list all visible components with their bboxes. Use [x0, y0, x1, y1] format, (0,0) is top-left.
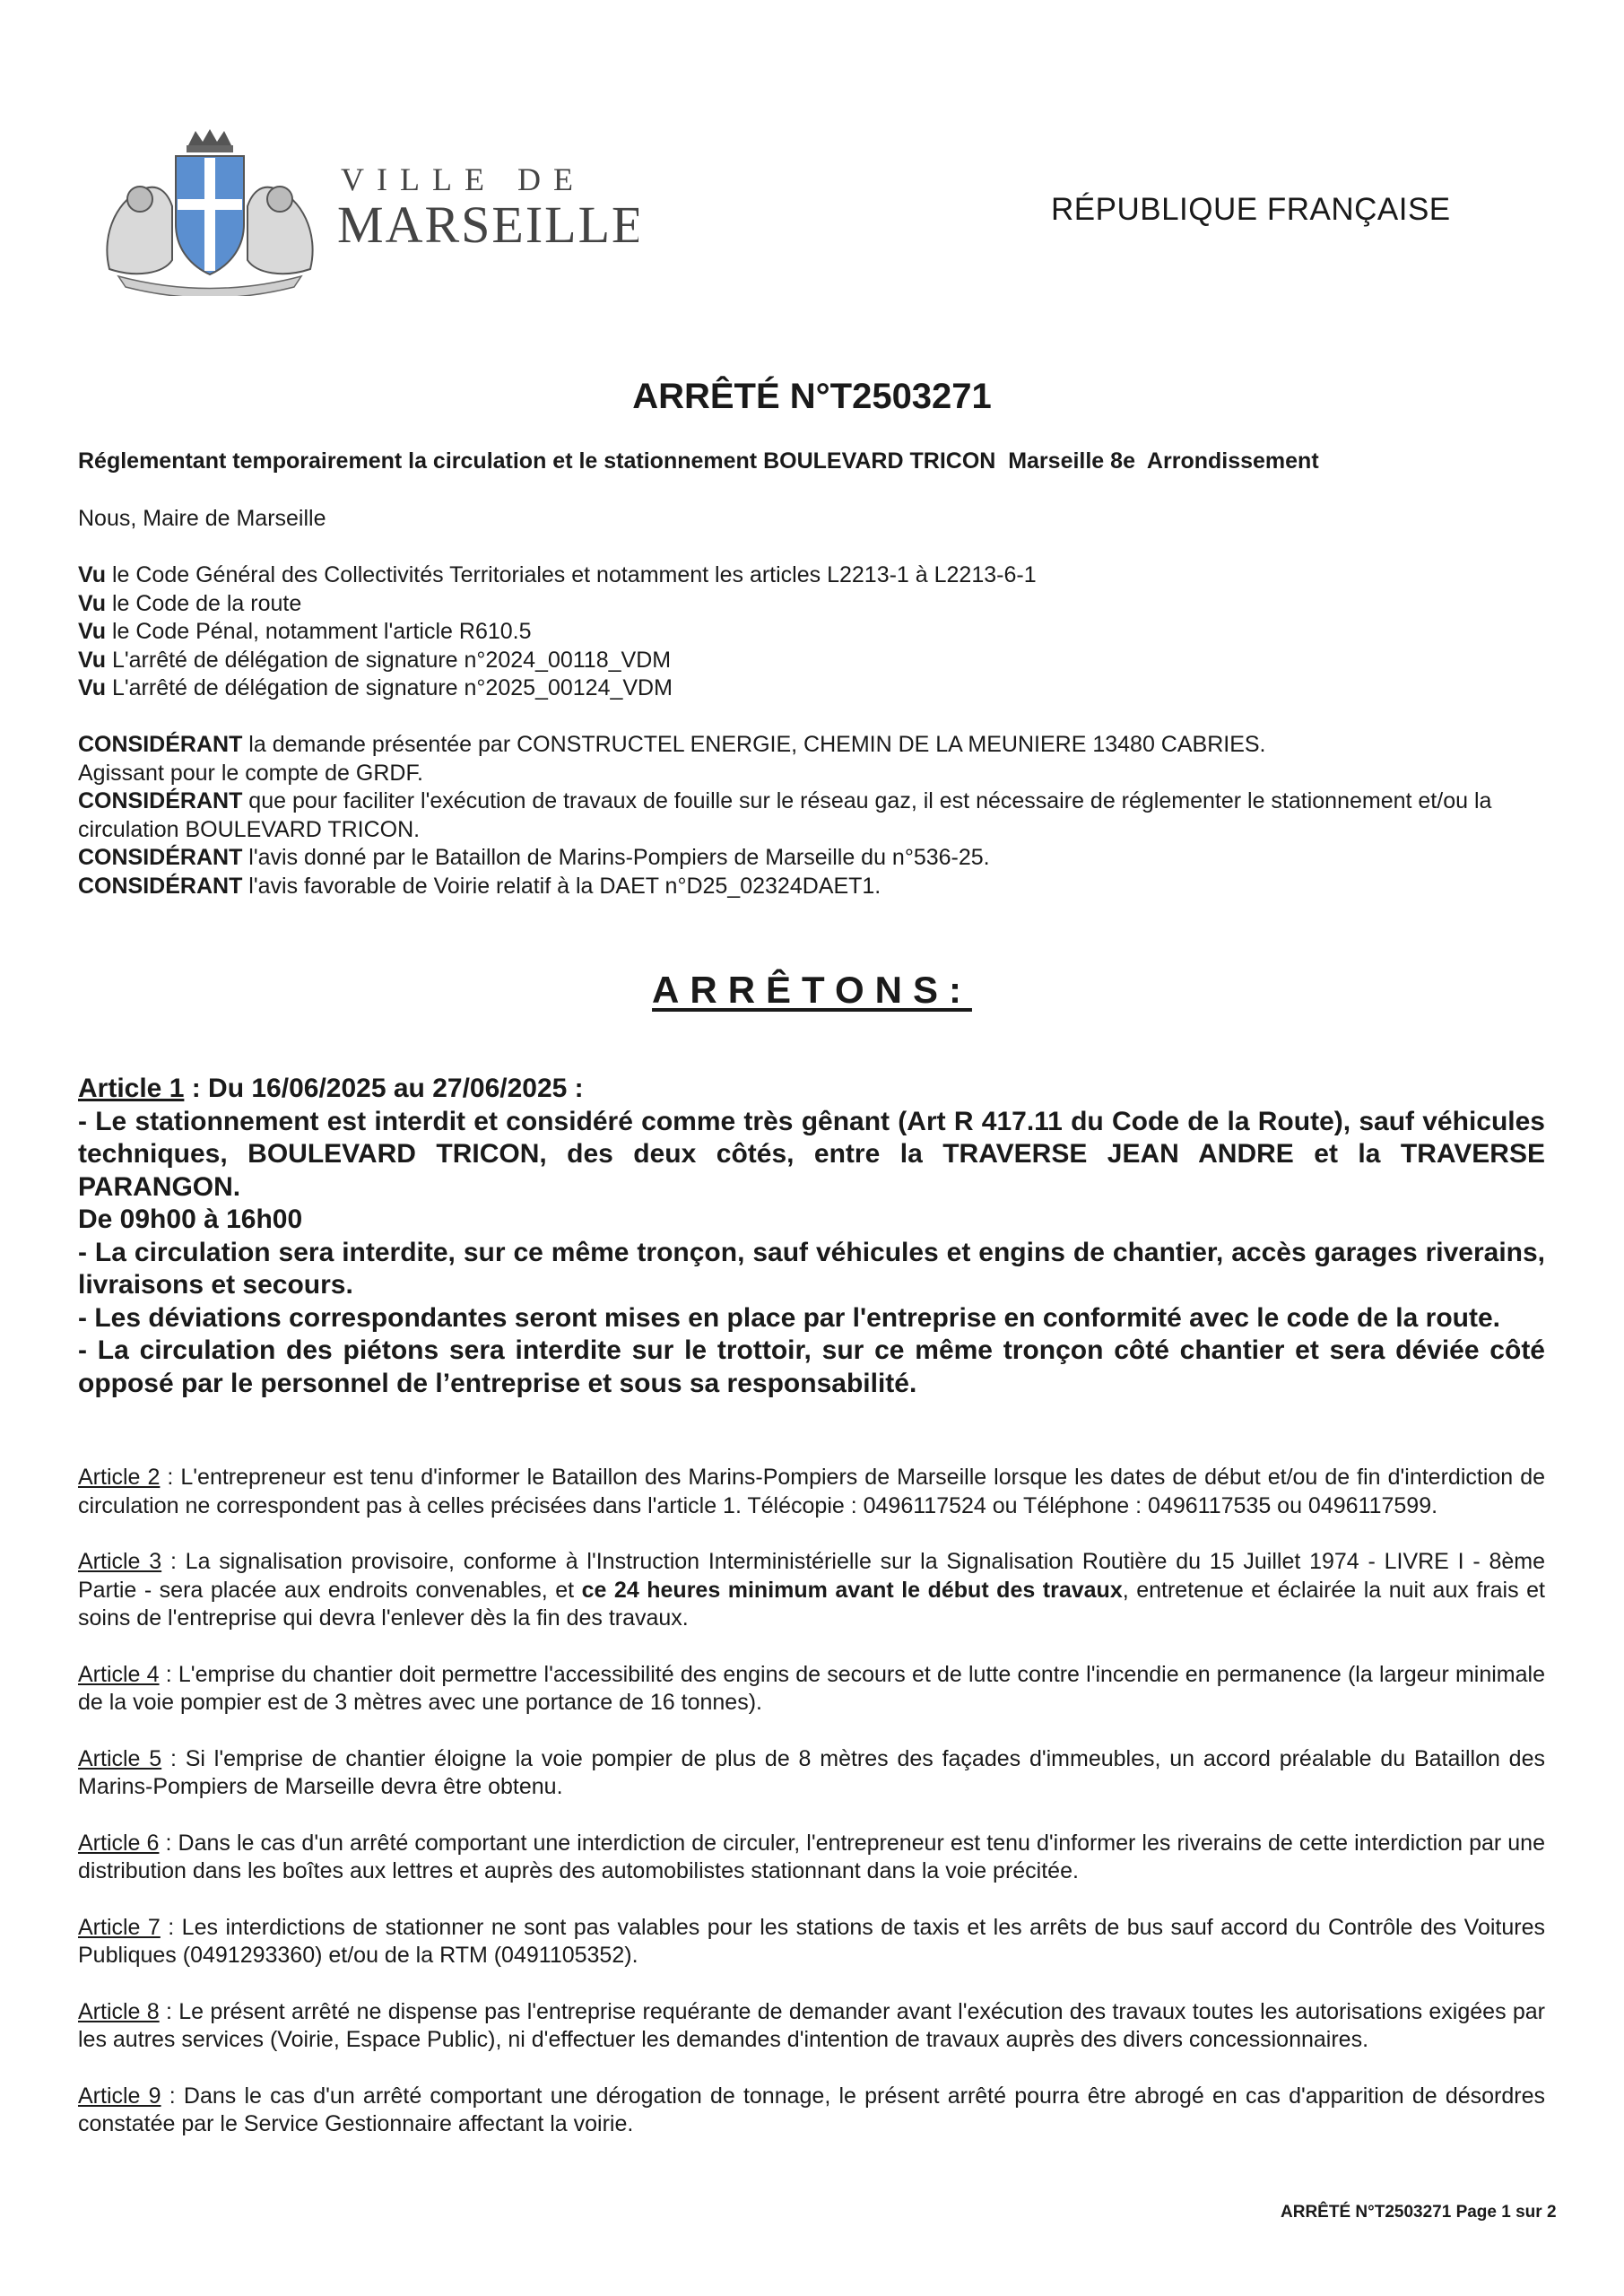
decree-title: ARRÊTÉ N°T2503271 [632, 377, 992, 416]
logo-line2: MARSEILLE [337, 196, 638, 254]
considerant-item: CONSIDÉRANT que pour faciliter l'exécution de travaux de fouille sur le réseau gaz, il est nécessaire de réglementer le stationnement et/ou la circulation BOULEVARD TRICON. [78, 788, 1492, 842]
article-6: Article 6 : Dans le cas d'un arrêté comportant une interdiction de circuler, l'entrepreneur est tenu d'informer les riverains de cette interdiction par une distribution dans les boîtes aux lettres et auprès des automobilistes stationnant dans la voie précitée. [78, 1830, 1545, 1883]
article-2: Article 2 : L'entrepreneur est tenu d'informer le Bataillon des Marins-Pompiers de Marseille lorsque les dates de début et/ou de fin d'interdiction de circulation ne correspondent pas à celles précisées dans l'article 1. Télécopie : 0496117524 ou Téléphone : 0496117535 ou 0496117599. [78, 1465, 1546, 1518]
article-1-line: - La circulation sera interdite, sur ce même tronçon, sauf véhicules et engins de chantier, accès garages riverains, livraisons et secours. [78, 1237, 1545, 1300]
ville-de-marseille-logo [83, 126, 638, 296]
legal-references [78, 561, 1037, 703]
considerant-item: CONSIDÉRANT l'avis donné par le Bataillon de Marins-Pompiers de Marseille du n°536-25. [78, 845, 990, 870]
article-1 [78, 1073, 1545, 1400]
vu-item: Vu L'arrêté de délégation de signature n°2024_00118_VDM [78, 647, 672, 673]
intro-line: Nous, Maire de Marseille [78, 506, 326, 531]
vu-item: Vu L'arrêté de délégation de signature n°2025_00124_VDM [78, 675, 673, 700]
article-1-line: - Les déviations correspondantes seront mises en place par l'entreprise en conformité avec le code de la route. [78, 1302, 1501, 1333]
articles-list [78, 1464, 1545, 2139]
article-1-line: De 09h00 à 16h00 [78, 1205, 303, 1234]
considerants [78, 731, 1549, 900]
vu-item: Vu le Code Général des Collectivités Territoriales et notamment les articles L2213-1 à L2213-6-1 [78, 562, 1037, 587]
article-1-heading: Article 1 : Du 16/06/2025 au 27/06/2025 : [78, 1074, 584, 1103]
article-3: Article 3 : La signalisation provisoire, conforme à l'Instruction Interministérielle sur la Signalisation Routière du 15 Juillet 1974 - LIVRE I - 8ème Partie - sera placée aux endroits convenables, et ce 24 heures minimum avant le début des travaux, entretenue et éclairée la nuit aux frais et soins de l'entreprise qui devra l'enlever dès la fin des travaux. [78, 1549, 1546, 1631]
article-8: Article 8 : Le présent arrêté ne dispense pas l'entreprise requérante de demander avant l'exécution des travaux toutes les autorisations exigées par les autres services (Voirie, Espace Public), ni d'effectuer les demandes d'intention de travaux auprès des divers concessionnaires. [78, 1998, 1545, 2052]
republic-heading: RÉPUBLIQUE FRANÇAISE [1051, 192, 1451, 227]
article-4: Article 4 : L'emprise du chantier doit permettre l'accessibilité des engins de secours et de lutte contre l'incendie en permanence (la largeur minimale de la voie pompier est de 3 mètres avec une portance de 16 tonnes). [78, 1661, 1545, 1715]
article-1-line: - La circulation des piétons sera interdite sur le trottoir, sur ce même tronçon côté chantier et sera déviée côté opposé par le personnel de l’entreprise et sous sa responsabilité. [78, 1335, 1545, 1398]
considerant-item: CONSIDÉRANT l'avis favorable de Voirie relatif à la DAET n°D25_02324DAET1. [78, 873, 881, 899]
vu-item: Vu le Code de la route [78, 590, 302, 616]
city-coat-of-arms-icon [83, 126, 638, 296]
article-5: Article 5 : Si l'emprise de chantier éloigne la voie pompier de plus de 8 mètres des façades d'immeubles, un accord préalable du Bataillon des Marins-Pompiers de Marseille devra être obtenu. [78, 1745, 1545, 1799]
considerant-item: Agissant pour le compte de GRDF. [78, 760, 423, 786]
article-1-line: - Le stationnement est interdit et considéré comme très gênant (Art R 417.11 du Code de la Route), sauf véhicules techniques, BOULEVARD TRICON, des deux côtés, entre la TRAVERSE JEAN ANDRE et la TRAVERSE PARANGON. [78, 1106, 1545, 1202]
article-label: Article 1 [78, 1074, 185, 1103]
arretons-heading: ARRÊTONS: [652, 969, 972, 1011]
vu-item: Vu le Code Pénal, notamment l'article R610.5 [78, 619, 532, 644]
logo-line1: VILLE DE [341, 161, 586, 197]
article-7: Article 7 : Les interdictions de stationner ne sont pas valables pour les stations de taxis et les arrêts de bus sauf accord du Contrôle des Voitures Publiques (0491293360) et/ou de la RTM (0491105352). [78, 1914, 1545, 1968]
page-footer: ARRÊTÉ N°T2503271 Page 1 sur 2 [1281, 2203, 1557, 2222]
article-9: Article 9 : Dans le cas d'un arrêté comportant une dérogation de tonnage, le présent arrêté pourra être abrogé en cas d'apparition de désordres constatée par le Service Gestionnaire affectant la voirie. [78, 2083, 1545, 2136]
decree-subtitle: Réglementant temporairement la circulation et le stationnement BOULEVARD TRICON Marseille 8e Arrondissement [78, 448, 1319, 474]
considerant-item: CONSIDÉRANT la demande présentée par CONSTRUCTEL ENERGIE, CHEMIN DE LA MEUNIERE 13480 CABRIES. [78, 732, 1266, 757]
